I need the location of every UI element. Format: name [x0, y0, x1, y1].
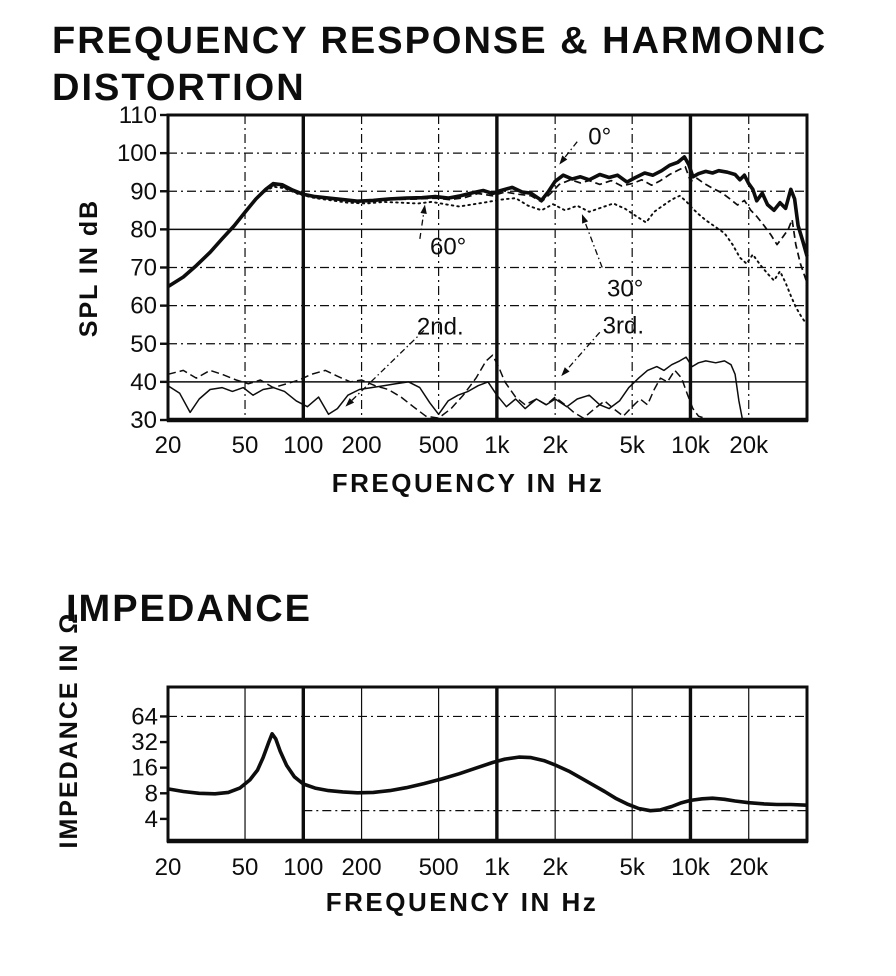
x-tick-label: 1k — [484, 432, 510, 459]
curve-30deg — [260, 167, 807, 283]
y-tick-label: 80 — [130, 216, 157, 244]
y-axis-label: SPL IN dB — [75, 198, 103, 338]
annotation-arrowhead — [420, 205, 426, 214]
curve-3rd-harmonic — [168, 355, 704, 418]
annotation-label-60deg: 60° — [429, 233, 467, 261]
y-tick-label: 100 — [116, 140, 157, 168]
y-tick-label: 4 — [144, 805, 158, 833]
page-title-line-1: FREQUENCY RESPONSE & HARMONIC — [52, 20, 828, 62]
impedance-chart — [55, 612, 808, 917]
annotation-label-0deg: 0° — [588, 123, 612, 151]
x-tick-label: 5k — [619, 854, 645, 881]
x-tick-label: 1k — [484, 854, 510, 881]
annotation-arrow-line — [352, 330, 424, 400]
x-tick-label: 5k — [619, 432, 645, 459]
x-tick-label: 20k — [729, 432, 769, 459]
x-tick-label: 10k — [671, 432, 710, 459]
curve-60deg — [260, 187, 807, 325]
x-tick-label: 100 — [283, 854, 324, 881]
x-tick-label: 100 — [283, 432, 324, 459]
y-tick-label: 40 — [130, 368, 157, 396]
y-tick-label: 30 — [130, 407, 157, 434]
x-tick-label: 200 — [341, 432, 382, 459]
annotation-arrowhead — [582, 214, 588, 224]
y-tick-label: 32 — [131, 729, 158, 757]
y-tick-label: 90 — [130, 178, 157, 206]
page-title-line-2: DISTORTION — [52, 67, 306, 109]
x-tick-label: 500 — [418, 432, 459, 459]
annotation-label-30deg: 30° — [607, 275, 644, 303]
x-tick-label: 2k — [542, 854, 568, 881]
x-tick-label: 50 — [231, 432, 259, 459]
annotation-arrow-line — [420, 213, 424, 238]
y-tick-label: 60 — [130, 292, 157, 320]
y-tick-label: 50 — [130, 330, 157, 358]
curve-impedance — [168, 734, 807, 811]
y-tick-label: 64 — [131, 703, 158, 731]
y-tick-label: 70 — [130, 254, 157, 282]
annotation-label-2nd: 2nd. — [416, 313, 464, 341]
x-tick-label: 200 — [341, 854, 382, 881]
x-tick-label: 2k — [542, 432, 568, 459]
annotation-arrow-line — [567, 332, 600, 369]
annotation-arrowhead — [561, 367, 569, 376]
y-tick-label: 8 — [144, 780, 158, 808]
y-axis-label: IMPEDANCE IN Ω — [55, 611, 83, 849]
x-tick-label: 50 — [231, 854, 259, 881]
x-axis-label: FREQUENCY IN Hz — [331, 468, 605, 498]
x-tick-label: 20 — [154, 854, 182, 881]
x-tick-label: 10k — [671, 854, 710, 881]
y-tick-label: 110 — [118, 102, 157, 129]
x-tick-label: 20 — [154, 432, 182, 459]
annotation-label-3rd: 3rd. — [602, 312, 645, 340]
y-tick-label: 16 — [131, 754, 158, 782]
x-tick-label: 20k — [729, 854, 769, 881]
annotation-arrow-line — [565, 142, 577, 158]
spl-chart — [75, 102, 808, 498]
x-axis-label: FREQUENCY IN Hz — [325, 887, 599, 917]
x-tick-label: 500 — [418, 854, 459, 881]
impedance-section-title: IMPEDANCE — [66, 588, 313, 630]
